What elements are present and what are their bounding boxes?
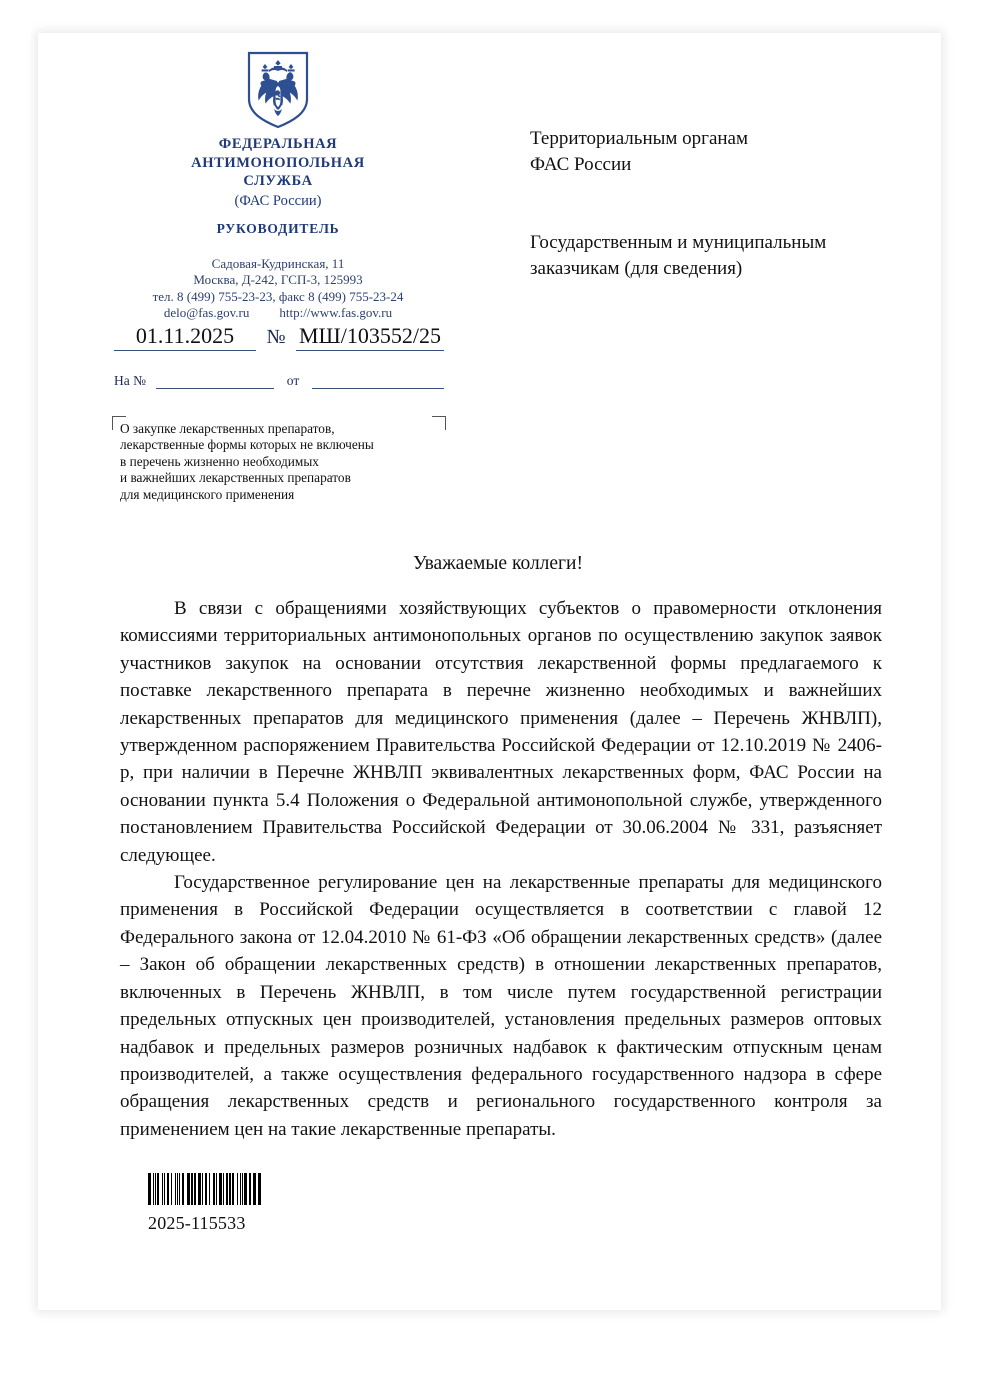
- phone-line: тел. 8 (499) 755-23-23, факс 8 (499) 755-23-24: [152, 288, 404, 304]
- document-page: [38, 33, 941, 1310]
- russian-coat-of-arms-icon: [245, 51, 311, 129]
- subject-line-1: О закупке лекарственных препаратов,: [120, 421, 335, 436]
- org-name-line-3: СЛУЖБА: [243, 173, 313, 189]
- greeting: Уважаемые коллеги!: [413, 553, 583, 574]
- body-paragraph-2: Государственное регулирование цен на лекарственные препараты для медицинского применения в Российской Федерации осуществляется в соответствии с главой 12 Федерального закона от 12.04.2010 № 61-ФЗ «Об обращении лекарственных средств» (далее – Закон об обращении лекарственных средств) в отношении лекарственных препаратов, включенных в Перечень ЖНВЛП, в том числе путем государственной регистрации предельных отпускных цен производителей, установления предельных размеров оптовых надбавок и предельных размеров розничных надбавок к фактическим отпускным ценам производителей, а также осуществления федерального государственного надзора в сфере обращения лекарственных средств и регионального государственного контроля за применением цен на такие лекарственные препараты.: [120, 872, 882, 1140]
- email-address: delo@fas.gov.ru: [163, 305, 250, 320]
- reply-date-label: от: [286, 373, 300, 388]
- registration-line: [114, 321, 444, 351]
- subject-line-2: лекарственные формы которых не включены: [120, 437, 374, 453]
- addressee-primary: [530, 126, 920, 178]
- barcode-icon: [148, 1173, 262, 1205]
- registration-number: МШ/103552/25: [296, 323, 444, 351]
- addressee-primary-line-1: Территориальным органам: [530, 128, 749, 149]
- addressee-secondary-line-1: Государственным и муниципальным: [530, 232, 827, 253]
- website-url: http://www.fas.gov.ru: [279, 305, 393, 320]
- document-number: 2025-115533: [148, 1213, 246, 1233]
- org-name-line-2: АНТИМОНОПОЛЬНАЯ: [191, 154, 365, 171]
- subject-bracket-top-right-icon: [432, 416, 446, 430]
- subject-line-3: в перечень жизненно необходимых: [120, 453, 319, 469]
- body-paragraph-1: В связи с обращениями хозяйствующих субъектов о правомерности отклонения комиссиями территориальных антимонопольных органов по осуществлению закупок заявок участников закупок на основании отсутствия лекарственной формы предлагаемого к поставке лекарственного препарата в перечне жизненно необходимых и важнейших лекарственных препаратов для медицинского применения (далее – Перечень ЖНВЛП), утвержденном распоряжением Правительства Российской Федерации от 12.10.2019 № 2406-р, при наличии в Перечне ЖНВЛП эквивалентных лекарственных форм, ФАС России на основании пункта 5.4 Положения о Федеральной антимонопольной службе, утвержденного постановлением Правительства Российской Федерации от 30.06.2004 № 331, разъясняет следующее.: [120, 598, 882, 866]
- web-contact-row: [108, 305, 448, 322]
- number-symbol: №: [266, 326, 286, 348]
- reply-number-label: На №: [114, 373, 146, 388]
- org-role: РУКОВОДИТЕЛЬ: [216, 220, 340, 236]
- subject-block: [120, 421, 438, 503]
- addressee-secondary: [530, 230, 920, 282]
- reply-reference-line: [114, 367, 444, 389]
- address-line-2: Москва, Д-242, ГСП-3, 125993: [193, 272, 363, 287]
- reply-number-blank: [156, 373, 274, 389]
- address-line-1: Садовая-Кудринская, 11: [211, 255, 345, 271]
- org-abbreviation: (ФАС России): [234, 192, 322, 209]
- addressee-block: [530, 126, 920, 282]
- org-name-line-1: ФЕДЕРАЛЬНАЯ: [218, 136, 338, 152]
- addressee-secondary-line-2: заказчикам (для сведения): [530, 258, 743, 279]
- subject-line-5: для медицинского применения: [120, 486, 295, 502]
- letterhead: [108, 51, 448, 322]
- reply-date-blank: [312, 373, 444, 389]
- contact-block: [108, 256, 448, 322]
- body-text: [120, 595, 882, 1143]
- registration-date: 01.11.2025: [114, 323, 256, 351]
- addressee-primary-line-2: ФАС России: [530, 154, 632, 175]
- footer-barcode-block: [148, 1173, 262, 1234]
- subject-bracket-top-left-icon: [112, 416, 126, 430]
- subject-line-4: и важнейших лекарственных препаратов: [120, 470, 351, 486]
